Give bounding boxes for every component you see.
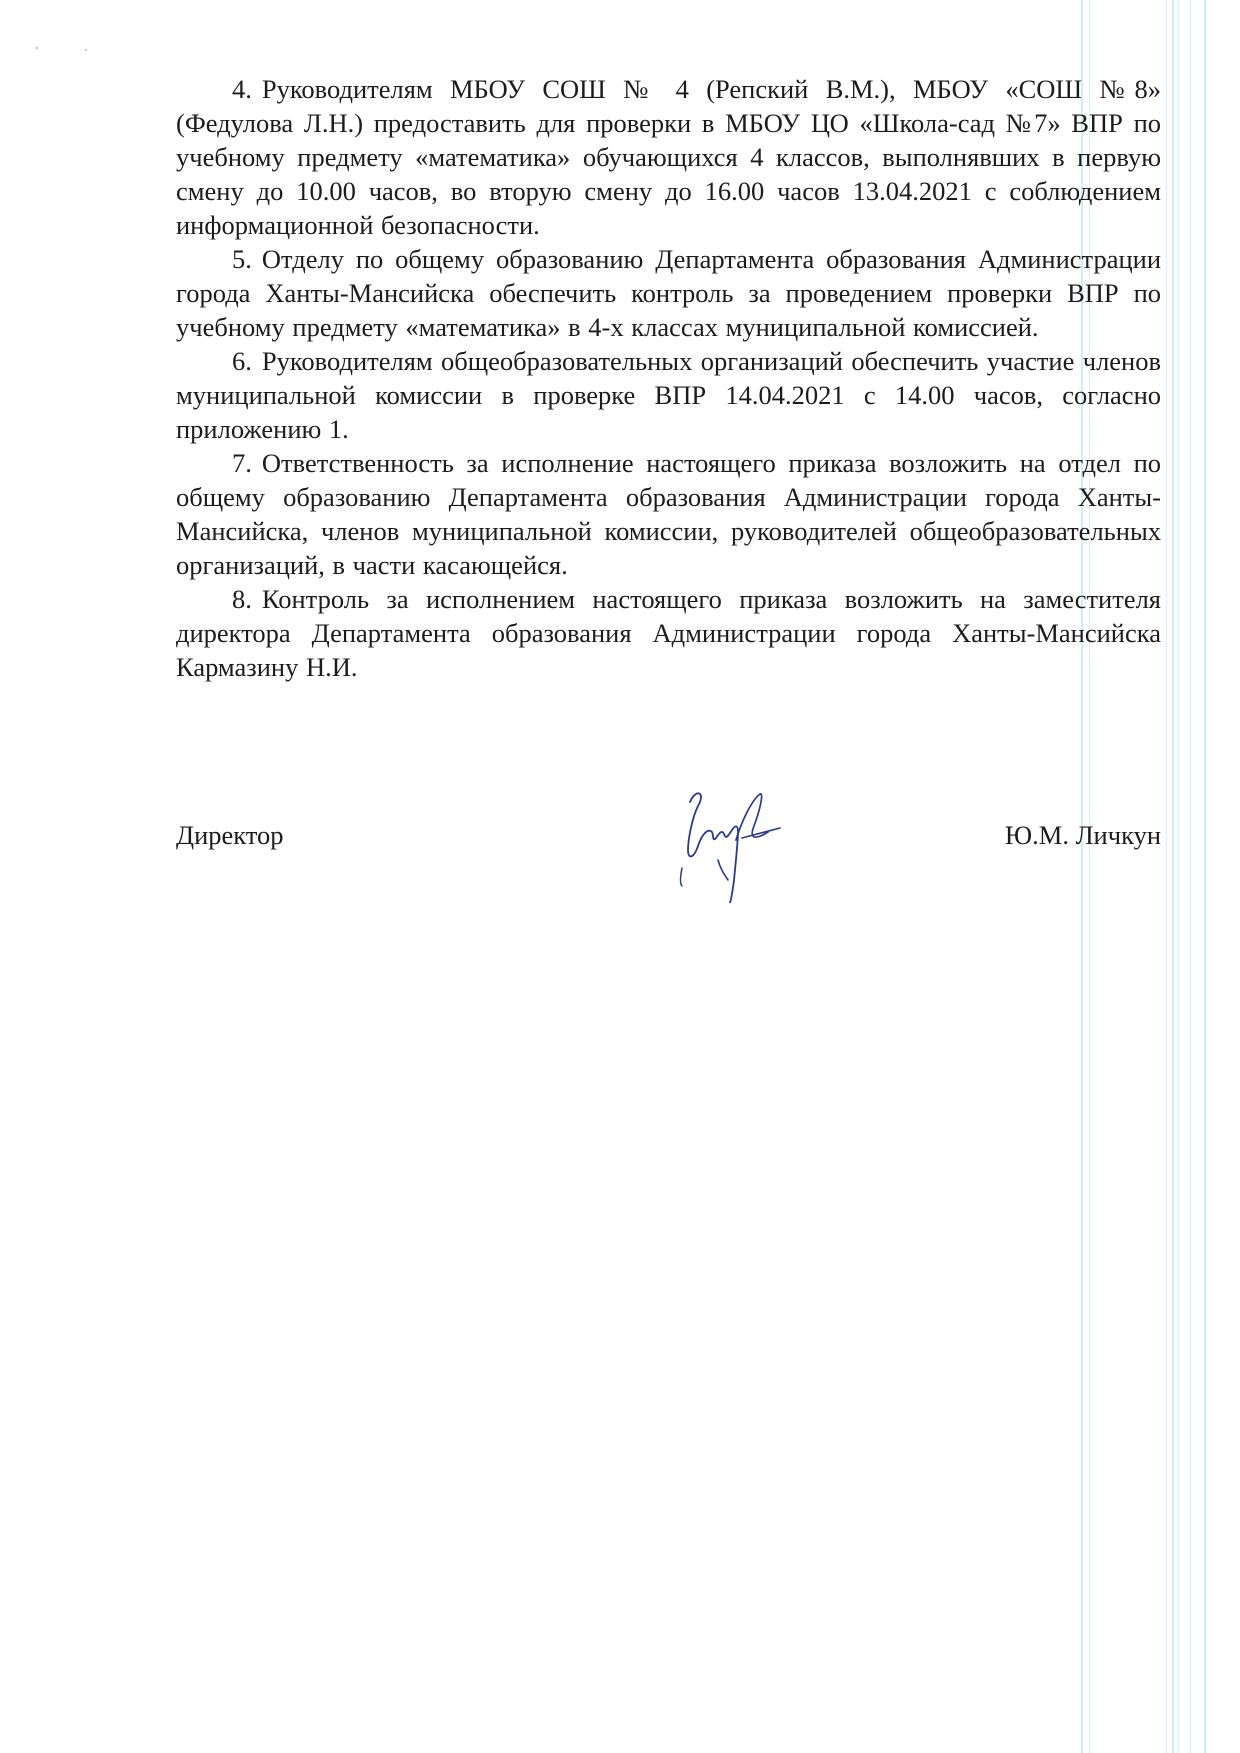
scan-artifact-line: [1172, 0, 1174, 1753]
signer-role: Директор: [176, 820, 284, 850]
scan-artifact-line: [1178, 0, 1179, 1753]
paragraph-number: 8.: [232, 584, 252, 614]
paragraph-number: 6.: [232, 346, 252, 376]
order-paragraph-7: [176, 446, 1161, 582]
order-paragraph-6: [176, 344, 1161, 446]
signer-name: Ю.М. Личкун: [1004, 820, 1161, 850]
order-paragraph-5: [176, 242, 1161, 344]
paragraph-number: 5.: [232, 244, 252, 274]
paragraph-text: Контроль за исполнением настоящего приказа возложить на заместителя директора Департамента образования Администрации города Ханты-Мансийска Кармазину Н.И.: [176, 584, 1161, 682]
scan-artifact-line: [1190, 0, 1191, 1753]
order-paragraph-4: [176, 72, 1161, 242]
paragraph-text: Руководителям МБОУ СОШ № 4 (Репский В.М.), МБОУ «СОШ №8» (Федулова Л.Н.) предоставить для проверки в МБОУ ЦО «Школа-сад №7» ВПР по учебному предмету «математика» обучающихся 4 классов, выполнявших в первую смену до 10.00 часов, во вторую смену до 16.00 часов 13.04.2021 с соблюдением информационной безопасности.: [176, 74, 1161, 240]
scan-artifact-line: [1204, 0, 1206, 1753]
order-body: [176, 72, 1161, 684]
paragraph-text: Руководителям общеобразовательных организаций обеспечить участие членов муниципальной комиссии в проверке ВПР 14.04.2021 с 14.00 часов, согласно приложению 1.: [176, 346, 1161, 444]
paragraph-number: 4.: [232, 74, 252, 104]
paragraph-number: 7.: [232, 448, 252, 478]
scan-artifact-line: [1166, 0, 1167, 1753]
paragraph-text: Отделу по общему образованию Департамента образования Администрации города Ханты-Мансийска обеспечить контроль за проведением проверки ВПР по учебному предмету «математика» в 4-х классах муниципальной комиссией.: [176, 244, 1161, 342]
paragraph-text: Ответственность за исполнение настоящего приказа возложить на отдел по общему образованию Департамента образования Администрации города Ханты-Мансийска, членов муниципальной комиссии, руководителей общеобразовательных организаций, в части касающейся.: [176, 448, 1161, 580]
scan-specks: [34, 44, 94, 54]
handwritten-signature: [668, 780, 798, 910]
order-paragraph-8: [176, 582, 1161, 684]
